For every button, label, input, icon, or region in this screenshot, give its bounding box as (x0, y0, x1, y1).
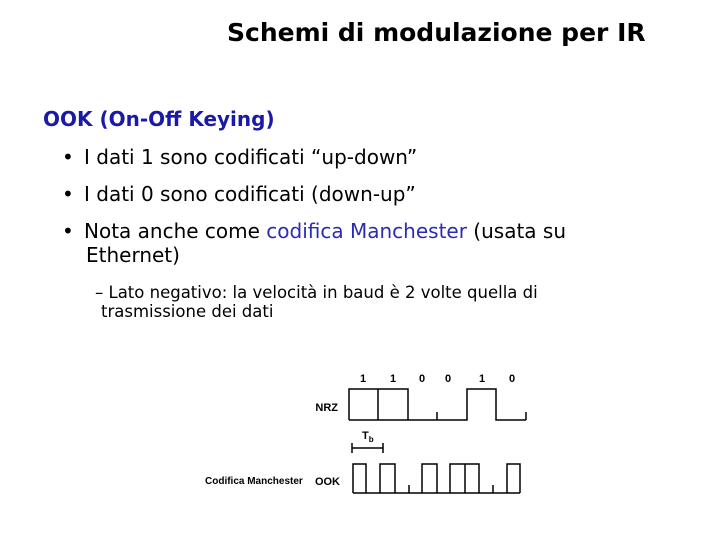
bullet-text: Nota anche come (84, 219, 267, 243)
tb-label: $T_b$ (362, 430, 374, 444)
bit-label: 1 (389, 373, 397, 385)
slide-title: Schemi di modulazione per IR (227, 18, 646, 47)
bit-label: 1 (359, 373, 367, 385)
dash: – (95, 283, 104, 302)
section-heading: OOK (On-Off Keying) (43, 107, 275, 131)
bullet-2: • I dati 0 sono codificati (down-up” (62, 182, 416, 206)
bit-label: 0 (418, 373, 426, 385)
manchester-label: Codifica Manchester (205, 476, 303, 487)
sub-text: trasmissione dei dati (101, 302, 274, 321)
bullet-text: Ethernet) (86, 243, 180, 267)
bullet-1: • I dati 1 sono codificati “up-down” (62, 145, 418, 169)
bullet-text: I dati 1 sono codificati “up-down” (84, 145, 418, 169)
bullet-3: • Nota anche come codifica Manchester (usata su Ethernet) (62, 219, 567, 267)
nrz-waveform (349, 389, 526, 420)
nrz-label: NRZ (315, 402, 338, 414)
bit-label: 1 (478, 373, 486, 385)
bit-label: 0 (444, 373, 452, 385)
sub-text: Lato negativo: la velocità in baud è 2 volte quella di (108, 283, 538, 302)
bullet-text: (usata su (466, 219, 567, 243)
bit-label: 0 (508, 373, 516, 385)
bullet-text: I dati 0 sono codificati (down-up” (84, 182, 416, 206)
tb-marker (352, 443, 383, 453)
manchester-waveform (353, 464, 520, 493)
manchester-link-text: codifica Manchester (266, 219, 467, 243)
ook-label: OOK (314, 476, 340, 488)
